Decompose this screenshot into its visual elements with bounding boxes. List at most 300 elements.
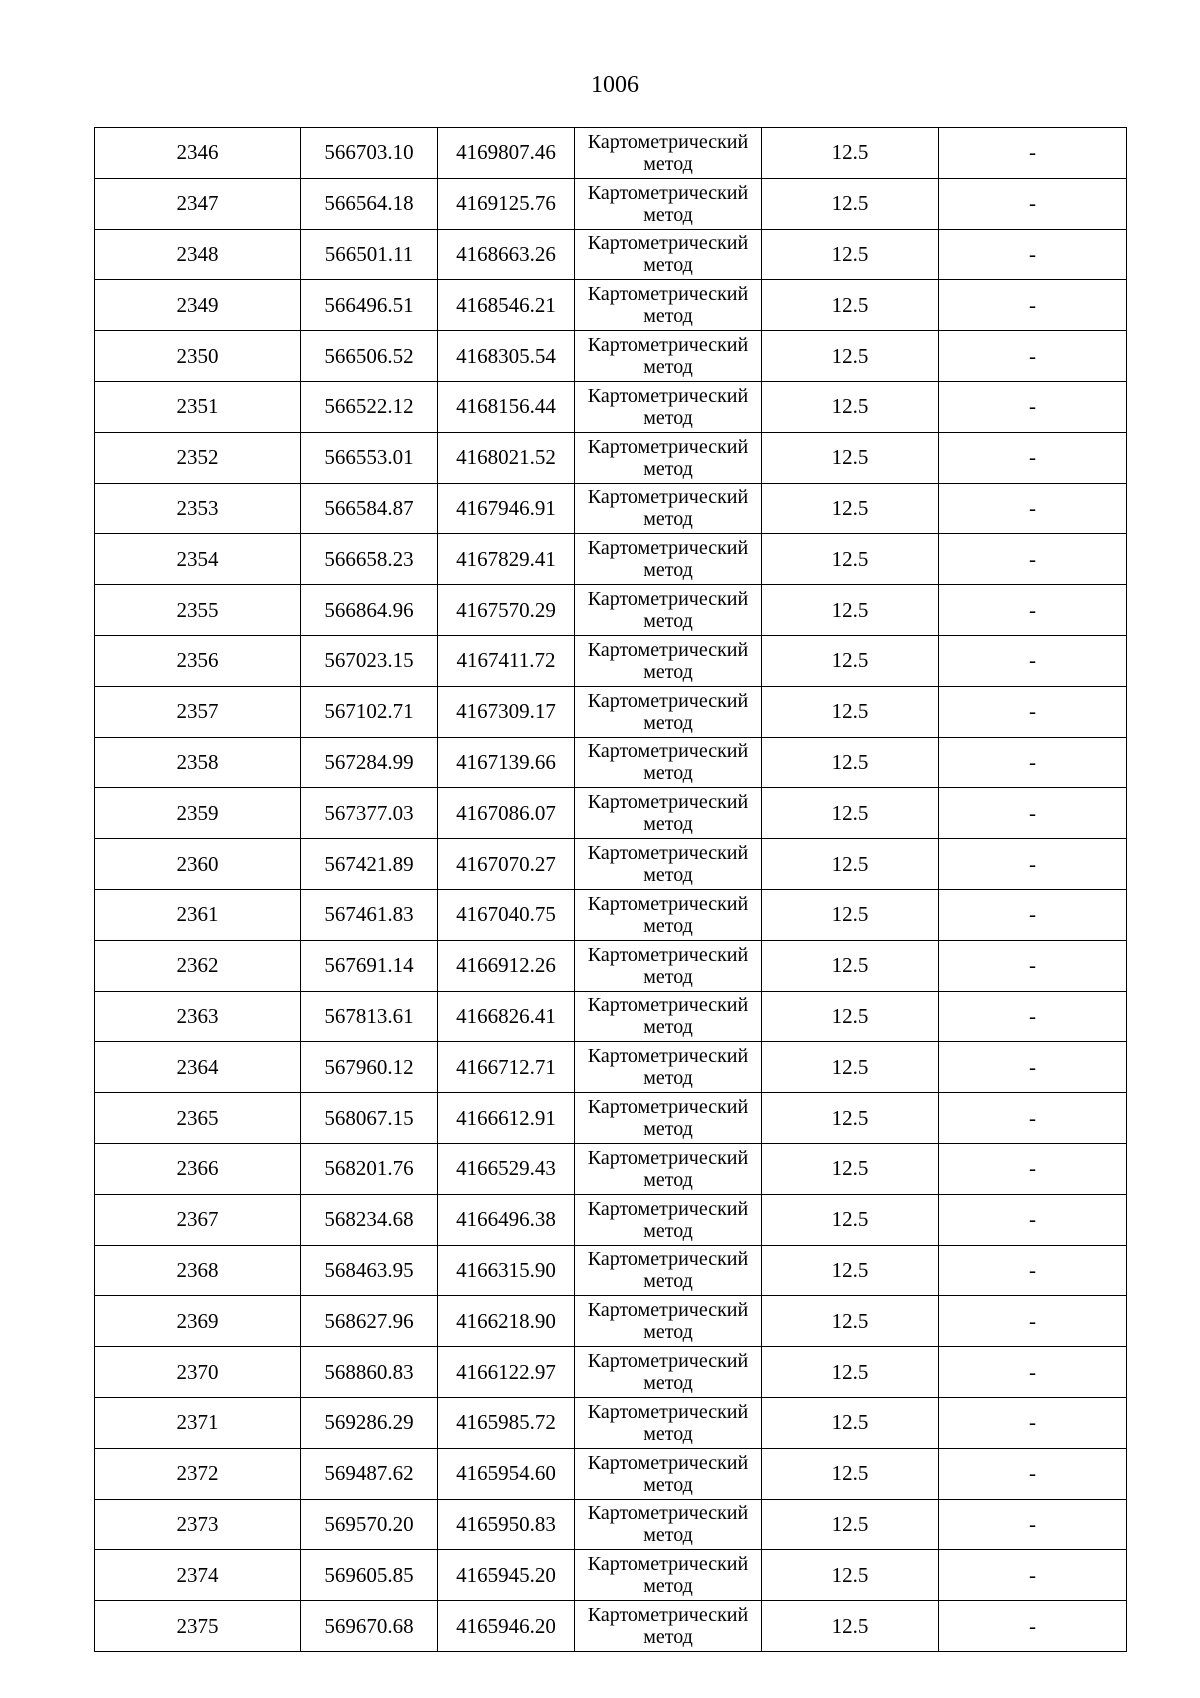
- point-number-text: 2355: [176, 597, 219, 622]
- method-text: Картометрический метод: [587, 1248, 749, 1293]
- note-text: -: [1029, 140, 1036, 165]
- y-coordinate-cell: [438, 128, 575, 179]
- x-coordinate-cell: [301, 1143, 438, 1194]
- note-cell: [939, 1042, 1127, 1093]
- x-coordinate-cell: [301, 788, 438, 839]
- x-coordinate-cell: [301, 889, 438, 940]
- y-coordinate-cell: [438, 1601, 575, 1652]
- point-number-cell: [95, 1347, 301, 1398]
- x-coordinate-cell: [301, 1601, 438, 1652]
- note-cell: [939, 1143, 1127, 1194]
- accuracy-cell: [762, 635, 939, 686]
- point-number-text: 2346: [176, 140, 219, 165]
- y-coordinate-cell: [438, 737, 575, 788]
- point-number-text: 2375: [176, 1613, 219, 1638]
- note-cell: [939, 1499, 1127, 1550]
- point-number-text: 2367: [176, 1207, 219, 1232]
- table-row: [95, 534, 1127, 585]
- note-cell: [939, 1093, 1127, 1144]
- accuracy-cell: [762, 1601, 939, 1652]
- method-cell: [575, 229, 762, 280]
- x-coordinate-cell: [301, 940, 438, 991]
- table-row: [95, 1601, 1127, 1652]
- table-row: [95, 839, 1127, 890]
- method-text: Картометрический метод: [587, 1299, 749, 1344]
- note-text: -: [1029, 495, 1036, 520]
- method-cell: [575, 1093, 762, 1144]
- table-row: [95, 381, 1127, 432]
- method-text: Картометрический метод: [587, 384, 749, 429]
- method-cell: [575, 1143, 762, 1194]
- x-coordinate-cell: [301, 483, 438, 534]
- method-text: Картометрический метод: [587, 892, 749, 937]
- accuracy-cell: [762, 1296, 939, 1347]
- note-text: -: [1029, 1308, 1036, 1333]
- table-row: [95, 635, 1127, 686]
- point-number-cell: [95, 1550, 301, 1601]
- table-body: [95, 128, 1127, 1652]
- page-number: 1006: [591, 72, 639, 98]
- accuracy-cell: [762, 1397, 939, 1448]
- point-number-text: 2374: [176, 1562, 219, 1587]
- method-text: Картометрический метод: [587, 232, 749, 277]
- note-text: -: [1029, 1562, 1036, 1587]
- accuracy-cell: [762, 991, 939, 1042]
- x-coordinate-cell: [301, 1499, 438, 1550]
- accuracy-text: 12.5: [831, 445, 869, 470]
- point-number-text: 2365: [176, 1105, 219, 1130]
- y-coordinate-text: 4169807.46: [456, 140, 556, 165]
- x-coordinate-text: 567023.15: [324, 648, 414, 673]
- x-coordinate-cell: [301, 534, 438, 585]
- method-cell: [575, 1245, 762, 1296]
- accuracy-text: 12.5: [831, 699, 869, 724]
- method-cell: [575, 534, 762, 585]
- table-row: [95, 1245, 1127, 1296]
- point-number-cell: [95, 1194, 301, 1245]
- method-cell: [575, 1448, 762, 1499]
- method-cell: [575, 1296, 762, 1347]
- x-coordinate-cell: [301, 585, 438, 636]
- method-text: Картометрический метод: [587, 638, 749, 683]
- table-row: [95, 1347, 1127, 1398]
- table-row: [95, 1296, 1127, 1347]
- point-number-text: 2372: [176, 1461, 219, 1486]
- y-coordinate-cell: [438, 1448, 575, 1499]
- point-number-cell: [95, 432, 301, 483]
- note-cell: [939, 1347, 1127, 1398]
- x-coordinate-text: 567813.61: [324, 1003, 414, 1028]
- point-number-cell: [95, 381, 301, 432]
- accuracy-cell: [762, 534, 939, 585]
- x-coordinate-text: 568860.83: [324, 1359, 414, 1384]
- accuracy-cell: [762, 1245, 939, 1296]
- point-number-text: 2352: [176, 445, 219, 470]
- table-row: [95, 1499, 1127, 1550]
- y-coordinate-cell: [438, 1550, 575, 1601]
- accuracy-text: 12.5: [831, 241, 869, 266]
- x-coordinate-text: 569570.20: [324, 1511, 414, 1536]
- x-coordinate-text: 566584.87: [324, 495, 414, 520]
- accuracy-text: 12.5: [831, 394, 869, 419]
- table-row: [95, 229, 1127, 280]
- y-coordinate-cell: [438, 1042, 575, 1093]
- accuracy-cell: [762, 280, 939, 331]
- y-coordinate-cell: [438, 534, 575, 585]
- point-number-cell: [95, 686, 301, 737]
- y-coordinate-text: 4167139.66: [456, 749, 556, 774]
- note-text: -: [1029, 902, 1036, 927]
- note-text: -: [1029, 953, 1036, 978]
- y-coordinate-text: 4167309.17: [456, 699, 556, 724]
- accuracy-text: 12.5: [831, 1613, 869, 1638]
- method-text: Картометрический метод: [587, 1350, 749, 1395]
- y-coordinate-text: 4166826.41: [456, 1003, 556, 1028]
- point-number-cell: [95, 889, 301, 940]
- x-coordinate-text: 566658.23: [324, 546, 414, 571]
- point-number-cell: [95, 128, 301, 179]
- x-coordinate-cell: [301, 381, 438, 432]
- point-number-text: 2349: [176, 292, 219, 317]
- y-coordinate-text: 4166496.38: [456, 1207, 556, 1232]
- y-coordinate-text: 4166218.90: [456, 1308, 556, 1333]
- x-coordinate-text: 566703.10: [324, 140, 414, 165]
- table-row: [95, 1550, 1127, 1601]
- note-text: -: [1029, 394, 1036, 419]
- method-text: Картометрический метод: [587, 130, 749, 175]
- point-number-text: 2350: [176, 343, 219, 368]
- note-cell: [939, 1397, 1127, 1448]
- point-number-text: 2366: [176, 1156, 219, 1181]
- table-row: [95, 1042, 1127, 1093]
- method-cell: [575, 635, 762, 686]
- note-cell: [939, 991, 1127, 1042]
- note-text: -: [1029, 1410, 1036, 1435]
- x-coordinate-cell: [301, 1397, 438, 1448]
- accuracy-cell: [762, 229, 939, 280]
- x-coordinate-text: 567284.99: [324, 749, 414, 774]
- point-number-text: 2347: [176, 191, 219, 216]
- note-cell: [939, 686, 1127, 737]
- point-number-cell: [95, 839, 301, 890]
- note-cell: [939, 1550, 1127, 1601]
- point-number-text: 2363: [176, 1003, 219, 1028]
- x-coordinate-cell: [301, 1296, 438, 1347]
- y-coordinate-text: 4168546.21: [456, 292, 556, 317]
- table-row: [95, 788, 1127, 839]
- x-coordinate-text: 566506.52: [324, 343, 414, 368]
- coordinates-table: [94, 127, 1127, 1652]
- y-coordinate-text: 4165945.20: [456, 1562, 556, 1587]
- method-cell: [575, 280, 762, 331]
- accuracy-cell: [762, 839, 939, 890]
- accuracy-cell: [762, 889, 939, 940]
- accuracy-text: 12.5: [831, 1308, 869, 1333]
- x-coordinate-cell: [301, 331, 438, 382]
- accuracy-cell: [762, 585, 939, 636]
- table-row: [95, 128, 1127, 179]
- note-cell: [939, 839, 1127, 890]
- table-row: [95, 1143, 1127, 1194]
- table-row: [95, 280, 1127, 331]
- method-cell: [575, 839, 762, 890]
- accuracy-cell: [762, 381, 939, 432]
- point-number-cell: [95, 1601, 301, 1652]
- accuracy-text: 12.5: [831, 1156, 869, 1181]
- point-number-cell: [95, 280, 301, 331]
- accuracy-text: 12.5: [831, 1562, 869, 1587]
- y-coordinate-text: 4168305.54: [456, 343, 556, 368]
- method-cell: [575, 128, 762, 179]
- method-text: Картометрический метод: [587, 181, 749, 226]
- method-text: Картометрический метод: [587, 435, 749, 480]
- table-row: [95, 889, 1127, 940]
- note-text: -: [1029, 1257, 1036, 1282]
- y-coordinate-text: 4165985.72: [456, 1410, 556, 1435]
- point-number-text: 2373: [176, 1511, 219, 1536]
- point-number-cell: [95, 229, 301, 280]
- note-text: -: [1029, 292, 1036, 317]
- method-text: Картометрический метод: [587, 842, 749, 887]
- x-coordinate-text: 566522.12: [324, 394, 414, 419]
- point-number-cell: [95, 788, 301, 839]
- x-coordinate-text: 568463.95: [324, 1257, 414, 1282]
- table-row: [95, 1448, 1127, 1499]
- note-text: -: [1029, 1359, 1036, 1384]
- accuracy-cell: [762, 432, 939, 483]
- accuracy-text: 12.5: [831, 140, 869, 165]
- x-coordinate-text: 567102.71: [324, 699, 414, 724]
- y-coordinate-text: 4167570.29: [456, 597, 556, 622]
- method-cell: [575, 1194, 762, 1245]
- x-coordinate-cell: [301, 635, 438, 686]
- note-text: -: [1029, 1105, 1036, 1130]
- note-cell: [939, 128, 1127, 179]
- note-cell: [939, 1601, 1127, 1652]
- method-text: Картометрический метод: [587, 791, 749, 836]
- y-coordinate-cell: [438, 686, 575, 737]
- accuracy-text: 12.5: [831, 1207, 869, 1232]
- y-coordinate-cell: [438, 991, 575, 1042]
- y-coordinate-cell: [438, 889, 575, 940]
- x-coordinate-text: 567377.03: [324, 800, 414, 825]
- x-coordinate-text: 567960.12: [324, 1054, 414, 1079]
- accuracy-cell: [762, 686, 939, 737]
- x-coordinate-cell: [301, 839, 438, 890]
- method-text: Картометрический метод: [587, 1096, 749, 1141]
- accuracy-text: 12.5: [831, 648, 869, 673]
- accuracy-cell: [762, 128, 939, 179]
- point-number-cell: [95, 940, 301, 991]
- point-number-text: 2354: [176, 546, 219, 571]
- y-coordinate-text: 4166912.26: [456, 953, 556, 978]
- x-coordinate-text: 566564.18: [324, 191, 414, 216]
- method-cell: [575, 1042, 762, 1093]
- method-cell: [575, 1550, 762, 1601]
- note-cell: [939, 737, 1127, 788]
- accuracy-text: 12.5: [831, 1359, 869, 1384]
- accuracy-text: 12.5: [831, 343, 869, 368]
- x-coordinate-cell: [301, 1550, 438, 1601]
- method-text: Картометрический метод: [587, 1146, 749, 1191]
- x-coordinate-text: 569487.62: [324, 1461, 414, 1486]
- y-coordinate-text: 4168156.44: [456, 394, 556, 419]
- method-cell: [575, 686, 762, 737]
- point-number-cell: [95, 534, 301, 585]
- note-cell: [939, 483, 1127, 534]
- x-coordinate-text: 568067.15: [324, 1105, 414, 1130]
- accuracy-cell: [762, 1448, 939, 1499]
- note-text: -: [1029, 546, 1036, 571]
- note-cell: [939, 635, 1127, 686]
- note-text: -: [1029, 1511, 1036, 1536]
- point-number-cell: [95, 1093, 301, 1144]
- point-number-cell: [95, 585, 301, 636]
- accuracy-cell: [762, 1550, 939, 1601]
- accuracy-text: 12.5: [831, 546, 869, 571]
- accuracy-text: 12.5: [831, 1410, 869, 1435]
- accuracy-text: 12.5: [831, 851, 869, 876]
- accuracy-cell: [762, 178, 939, 229]
- table-row: [95, 1397, 1127, 1448]
- point-number-cell: [95, 1296, 301, 1347]
- x-coordinate-text: 569286.29: [324, 1410, 414, 1435]
- table-row: [95, 178, 1127, 229]
- accuracy-text: 12.5: [831, 1105, 869, 1130]
- point-number-text: 2356: [176, 648, 219, 673]
- x-coordinate-cell: [301, 991, 438, 1042]
- note-text: -: [1029, 1461, 1036, 1486]
- x-coordinate-cell: [301, 1194, 438, 1245]
- note-text: -: [1029, 749, 1036, 774]
- note-cell: [939, 229, 1127, 280]
- y-coordinate-cell: [438, 483, 575, 534]
- accuracy-text: 12.5: [831, 292, 869, 317]
- y-coordinate-cell: [438, 839, 575, 890]
- point-number-cell: [95, 1397, 301, 1448]
- y-coordinate-cell: [438, 432, 575, 483]
- accuracy-cell: [762, 940, 939, 991]
- method-text: Картометрический метод: [587, 1045, 749, 1090]
- y-coordinate-text: 4165950.83: [456, 1511, 556, 1536]
- x-coordinate-text: 566501.11: [324, 241, 414, 266]
- note-cell: [939, 1448, 1127, 1499]
- point-number-text: 2370: [176, 1359, 219, 1384]
- accuracy-cell: [762, 331, 939, 382]
- method-text: Картометрический метод: [587, 1400, 749, 1445]
- table-row: [95, 331, 1127, 382]
- accuracy-cell: [762, 737, 939, 788]
- y-coordinate-text: 4166122.97: [456, 1359, 556, 1384]
- point-number-text: 2364: [176, 1054, 219, 1079]
- method-cell: [575, 432, 762, 483]
- x-coordinate-cell: [301, 1448, 438, 1499]
- accuracy-text: 12.5: [831, 191, 869, 216]
- table-row: [95, 585, 1127, 636]
- point-number-text: 2359: [176, 800, 219, 825]
- method-cell: [575, 991, 762, 1042]
- y-coordinate-cell: [438, 1245, 575, 1296]
- point-number-cell: [95, 331, 301, 382]
- method-cell: [575, 1347, 762, 1398]
- y-coordinate-text: 4165946.20: [456, 1613, 556, 1638]
- point-number-cell: [95, 1143, 301, 1194]
- accuracy-text: 12.5: [831, 1511, 869, 1536]
- note-cell: [939, 940, 1127, 991]
- y-coordinate-cell: [438, 229, 575, 280]
- note-text: -: [1029, 851, 1036, 876]
- note-text: -: [1029, 241, 1036, 266]
- accuracy-cell: [762, 1143, 939, 1194]
- y-coordinate-cell: [438, 940, 575, 991]
- table-row: [95, 432, 1127, 483]
- method-cell: [575, 331, 762, 382]
- table-row: [95, 1194, 1127, 1245]
- method-cell: [575, 381, 762, 432]
- method-text: Картометрический метод: [587, 1553, 749, 1598]
- y-coordinate-text: 4166529.43: [456, 1156, 556, 1181]
- note-cell: [939, 788, 1127, 839]
- method-text: Картометрический метод: [587, 740, 749, 785]
- y-coordinate-text: 4167411.72: [456, 648, 556, 673]
- method-cell: [575, 889, 762, 940]
- method-cell: [575, 1601, 762, 1652]
- x-coordinate-cell: [301, 229, 438, 280]
- accuracy-cell: [762, 788, 939, 839]
- y-coordinate-cell: [438, 1347, 575, 1398]
- note-text: -: [1029, 1054, 1036, 1079]
- accuracy-cell: [762, 1042, 939, 1093]
- x-coordinate-cell: [301, 1042, 438, 1093]
- point-number-text: 2357: [176, 699, 219, 724]
- method-text: Картометрический метод: [587, 334, 749, 379]
- x-coordinate-text: 568234.68: [324, 1207, 414, 1232]
- note-cell: [939, 1296, 1127, 1347]
- table-row: [95, 1093, 1127, 1144]
- accuracy-text: 12.5: [831, 1257, 869, 1282]
- method-cell: [575, 940, 762, 991]
- point-number-text: 2360: [176, 851, 219, 876]
- point-number-cell: [95, 1245, 301, 1296]
- accuracy-text: 12.5: [831, 597, 869, 622]
- point-number-text: 2361: [176, 902, 219, 927]
- accuracy-cell: [762, 483, 939, 534]
- point-number-text: 2371: [176, 1410, 219, 1435]
- y-coordinate-text: 4167946.91: [456, 495, 556, 520]
- point-number-cell: [95, 737, 301, 788]
- y-coordinate-cell: [438, 1143, 575, 1194]
- table-row: [95, 940, 1127, 991]
- point-number-cell: [95, 178, 301, 229]
- table-row: [95, 686, 1127, 737]
- x-coordinate-text: 566496.51: [324, 292, 414, 317]
- note-text: -: [1029, 191, 1036, 216]
- note-text: -: [1029, 1003, 1036, 1028]
- accuracy-text: 12.5: [831, 495, 869, 520]
- x-coordinate-text: 566553.01: [324, 445, 414, 470]
- x-coordinate-text: 567421.89: [324, 851, 414, 876]
- note-text: -: [1029, 699, 1036, 724]
- y-coordinate-text: 4166712.71: [456, 1054, 556, 1079]
- x-coordinate-text: 567691.14: [324, 953, 414, 978]
- x-coordinate-text: 566864.96: [324, 597, 414, 622]
- table-row: [95, 991, 1127, 1042]
- note-cell: [939, 585, 1127, 636]
- note-cell: [939, 1194, 1127, 1245]
- y-coordinate-text: 4167829.41: [456, 546, 556, 571]
- method-text: Картометрический метод: [587, 486, 749, 531]
- method-text: Картометрический метод: [587, 1502, 749, 1547]
